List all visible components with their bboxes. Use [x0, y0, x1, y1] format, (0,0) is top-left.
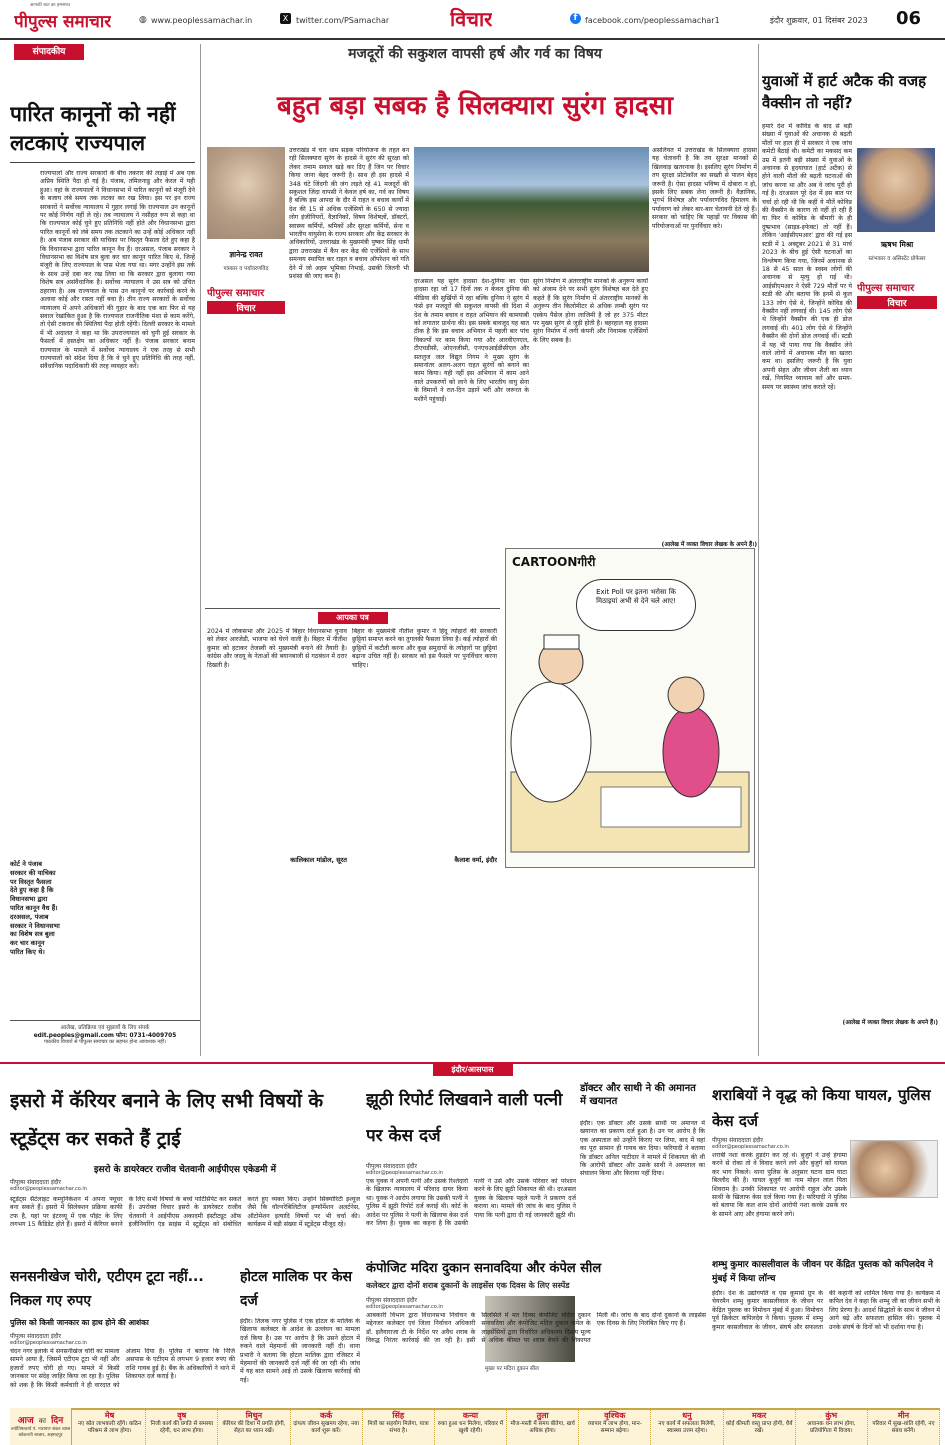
zodiac-sign-name: मकर: [752, 1411, 767, 1420]
editorial-tag: संपादकीय: [14, 44, 84, 60]
isro-byline-text: पीपुल्स संवाददाता इंदौर: [10, 1179, 62, 1186]
section-name: विचार: [450, 7, 493, 31]
zodiac-sign-6: [507, 1410, 579, 1445]
madira-subhead: कलेक्टर द्वारा दोनों शराब दुकानों के लाइसेंस एक दिवस के लिए सस्पेंड: [366, 1281, 570, 1290]
zodiac-sign-5: [435, 1410, 507, 1445]
horoscope-title-2: का: [38, 1417, 46, 1425]
atm-subhead: पुलिस को किसी जानकार का हाथ होने की आशंका: [10, 1318, 149, 1327]
editorial-footer-email[interactable]: edit.peoples@gmail.com फोन: 0731-4009705: [33, 1033, 177, 1039]
right-badge-logo: पीपुल्स समाचार: [857, 283, 915, 294]
zodiac-sign-name: वृष: [177, 1411, 187, 1420]
twitter-x-icon: X: [280, 13, 291, 24]
madira-email[interactable]: editor@peoplessamachar.co.in: [366, 1304, 443, 1310]
isro-subhead: इसरो के डायरेक्टर राजीव चेतवानी आईपीएस एकेडमी में: [94, 1165, 276, 1175]
zodiac-sign-4: [363, 1410, 435, 1445]
author-photo: [207, 147, 285, 239]
right-section-badge: [857, 280, 937, 320]
section-band-label: इंदौर/आसपास: [433, 1064, 513, 1076]
zodiac-sign-name: धनु: [682, 1411, 692, 1420]
cartoon-shopkeeper-head: [668, 677, 704, 713]
zodiac-sign-name: कुंभ: [825, 1411, 838, 1420]
zodiac-sign-name: कर्क: [319, 1411, 333, 1420]
zodiac-sign-text: परिवार में सुख-शांति रहेगी, नए संबंध बनेंगे।: [872, 1421, 935, 1435]
lead-col1: उत्तराखंड में चार धाम सड़क परियोजना के तहत बन रही सिलक्यारा सुरंग के हादसे ने सुरंग की सुरक्षा को लेकर तमाम सवाल खड़े कर दिए हैं जिन पर विचार किया जाना बेहद जरूरी है। साथ ही इस हादसे में 348 घंटे जिंदगी की जंग लड़ते रहे 41 मजदूरों की सकुशल जिंदा वापसी ने केवल हर्ष का, गर्व का विषय है बल्कि इस आपदा के दौर में राहत व बचाव कार्यों में देश की 15 से अधिक एजेंसियों के 650 से ज्यादा लोग इंजीनियरों, वैज्ञानिकों, विषय विशेषज्ञों, डॉक्टरों, स्वास्थ्य कर्मियों, श्रमिकों और सुरक्षा कर्मियों, सेना व भारतीय वायुसेना के राज्य सरकार और केंद्र सरकार के अधिकारियों, उत्तराखंड के मुख्यमंत्री पुष्कर सिंह धामी द्वारा उत्तराखंड में कैंप कर केंद्र की एजेंसियों के साथ समन्वय स्थापित कर राहत व बचाव ऑपरेशन को गति देने में जो अहम भूमिका निभाई, उसकी जितनी भी प्रशंसा की जाए कम है।: [289, 147, 409, 281]
lead-author-name: ज्ञानेन्द्र रावत: [229, 250, 263, 259]
lead-headline: बहुत बड़ा सबक है सिलक्यारा सुरंग हादसा: [276, 91, 673, 121]
patni-headline: झूठी रिपोर्ट लिखवाने वाली पत्नी पर केस दर्ज: [366, 1090, 563, 1146]
doctor-body: इंदौर। एक डॉक्टर और उसके साथी पर अमानत में खयानत का प्रकरण दर्ज हुआ है। उन पर आरोप है कि एक अस्पताल को उन्होंने किराए पर लिया, बाद में वहां का पूरा सामान ही गायब कर दिया। फरियादी ने बताया कि डॉक्टर अनिल पाटीदार ने मामले में शिकायत की थी कि आरोपी डॉक्टर और उसके साथी ने अस्पताल का संचालन किया और किराया नहीं दिया।: [580, 1120, 705, 1178]
lead-photo-tunnel: [414, 147, 649, 272]
letter-1-signature: कालिकाल मांडोल, सूरत: [290, 856, 347, 864]
isro-email[interactable]: editor@peoplessamachar.co.in: [10, 1186, 87, 1192]
right-headline: युवाओं में हार्ट अटैक की वजह वैक्सीन तो नहीं?: [762, 72, 927, 112]
madira-headline: कंपोजिट मदिरा दुकान सनावदिया और कंपेल सील: [366, 1261, 602, 1276]
right-author-role: स्तंभकार व असिस्टेंट प्रोफेसर: [868, 256, 926, 262]
cartoon-box: [505, 548, 755, 868]
atm-byline: [10, 1332, 130, 1346]
right-author-name: ऋषभ मिश्रा: [880, 240, 914, 249]
sharabi-byline-text: पीपुल्स संवाददाता इंदौर: [712, 1137, 764, 1144]
madira-byline: [366, 1296, 486, 1310]
editorial-footer-disclaimer: पाठकीय विचारों से पीपुल्स समाचार का सहमत होना आवश्यक नहीं।: [44, 1039, 166, 1045]
shambhu-headline: शम्भु कुमार कासलीवाल के जीवन पर केंद्रित पुस्तक को कपिलदेव ने मुंबई में किया लॉन्च: [712, 1260, 933, 1284]
cartoon-bubble: Exit Poll पर इतना भरोसा कि मिठाइयां अभी से देने चले आए!: [576, 579, 696, 631]
masthead: [0, 0, 945, 40]
right-badge-section: विचार: [857, 296, 937, 309]
cartoon-politician: [511, 682, 591, 802]
zodiac-sign-10: [796, 1410, 868, 1445]
cartoon-sweet-display: [601, 787, 741, 827]
zodiac-sign-name: तुला: [536, 1411, 549, 1420]
zodiac-sign-text: मौज-मस्ती में समय बीतेगा, खर्च अधिक होगा।: [510, 1421, 575, 1435]
atm-headline: सनसनीखेज चोरी, एटीएम टूटा नहीं... निकल गए रुपए: [10, 1269, 204, 1309]
shambhu-body: इंदौर। देश के उद्योगपति व एस कुमार्स ग्रुप के चेयरमैन शम्भु कुमार कासलीवाल के जीवन पर केंद्रित पुस्तक का विमोचन मुंबई में हुआ। विमोचन पूर्व क्रिकेटर कपिलदेव ने किया। पुस्तक में शम्भु कुमार कासलीवाल के जीवन, संघर्ष और सफलता की कहानी को शामिल किया गया है। कार्यक्रम में कपिल देव ने कहा कि शम्भु जी का जीवन सभी के लिए प्रेरणा है। आदर्श सिद्धांतों के साथ वे जीवन में आगे बढ़े और सफलता हासिल की। पुस्तक में उनके संघर्ष के दिनों को भी दर्शाया गया है।: [712, 1290, 940, 1331]
sharabi-illustration: [850, 1140, 938, 1198]
zodiac-row: [74, 1410, 940, 1445]
zodiac-sign-text: नए स्रोत लाभकारी रहेंगे। कठिन परिश्रम से लाभ होगा।: [78, 1421, 142, 1435]
editorial-body: राज्यपालों और राज्य सरकारों के बीच तकरार की लड़ाई में अब एक अप्रिय स्थिति पैदा हो गई है। पंजाब, तमिलनाडु और केरल में यही हुआ। वहां के राज्यपालों ने विधानसभा में पारित कानूनों को मंजूरी देने के बजाय लंबे समय तक लटका कर रख लिया। इस पर इन राज्य सरकारों ने सर्वोच्च न्यायालय में गुहार लगाई कि राज्यपाल उन कानूनों पर कोई निर्णय नहीं ले रहे। तब न्यायालय ने नसीहत रूप से कहा था कि राज्यपाल कोई चुने हुए प्रतिनिधि नहीं होते और विधानसभा द्वारा पारित कानूनों को लंबे समय तक लटकाने का उन्हें कोई अधिकार नहीं है। अब पंजाब सरकार की याचिका पर विस्तृत फैसला देते हुए कहा है कि विधानसभा द्वारा पारित कानून वैध हैं। दरअसल, पंजाब सरकार ने विधानसभा का विशेष सत्र बुला कर चार कानून पारित किए थे, जिन्हें मंजूरी के लिए राज्यपाल के पास भेजा गया था। मगर उन्होंने इस तर्क के साथ उन्हें दबा कर रख लिया था कि सरकार द्वारा बुलाया गया विशेष सत्र असंवैधानिक है। सर्वोच्च न्यायालय ने उस सत्र को उचित ठहराया है। अब राज्यपाल के पास उन कानूनों पर कार्रवाई करने के अलावा कोई और रास्ता नहीं बचा है। तीन राज्य सरकारों के सर्वोच्च न्यायालय में अपने अधिकारों की गुहार के बाद एक बार फिर से यह सवाल रेखांकित हुआ है कि राज्यपाल राजनीतिक मंशा से काम करेंगे, तो ऐसी टकराव की स्थितियां पैदा होती रहेंगी। दिल्ली सरकार के मामले में भी अदालत ने कहा था कि उपराज्यपाल को चुनी हुई सरकार के फैसलों में हस्तक्षेप का अधिकार नहीं है। पंजाब सरकार बनाम राज्यपाल के मामले में सर्वोच्च न्यायालय ने एक तरह से सभी राज्यपालों को संदेश दिया है कि वे चुने हुए प्रतिनिधि की तरह नहीं, संवैधानिक पदाधिकारी की तरह व्यवहार करें।: [40, 170, 195, 371]
letter-1: 2024 में लोकसभा और 2025 में बिहार विधानसभा चुनाव को लेकर आरजेडी, भाजपा को घेरने वाली है। बिहार में नीतीश कुमार को हटाकर तेजस्वी को मुख्यमंत्री बनाने की तैयारी है। कांग्रेस और जदयू के नेताओं की बयानबाजी से गठबंधन में दरार दिखती है।: [207, 628, 347, 669]
zodiac-sign-name: मेष: [104, 1411, 115, 1420]
zodiac-sign-text: व्यापार में लाभ होगा, मान-सम्मान बढ़ेगा।: [587, 1421, 642, 1435]
zodiac-sign-text: मित्रों का सहयोग मिलेगा, यात्रा संभव है।: [367, 1421, 429, 1435]
doctor-headline: डॉक्टर और साथी ने की अमानत में खयानत: [580, 1083, 696, 1107]
column-divider: [758, 44, 759, 1056]
patni-byline: [366, 1162, 486, 1176]
zodiac-sign-text: निजी कार्य की प्रगति से समस्या रहेगी, धन लाभ होगा।: [150, 1421, 214, 1435]
zodiac-sign-name: कन्या: [462, 1411, 479, 1420]
editorial-footer-line1: आलेख, प्रतिक्रिया एवं सुझावों के लिए संपर्क: [60, 1025, 150, 1031]
sharabi-email[interactable]: editor@peoplessamachar.co.in: [712, 1144, 789, 1150]
letter-2-signature: कैलाश वर्मा, इंदौर: [454, 856, 497, 864]
lead-badge-section: विचार: [207, 301, 285, 314]
sharabi-byline: [712, 1136, 832, 1150]
astrologer-place: कोकनती बाजार, अहमदपुर: [18, 1433, 63, 1438]
zodiac-sign-2: [218, 1410, 290, 1445]
website-link[interactable]: www.peoplessamachar.in: [151, 16, 253, 25]
zodiac-sign-text: रुका हुआ धन मिलेगा, परिवार में खुशी रहेगी।: [437, 1421, 504, 1435]
madira-caption: मुख्य पर मदिरा दुकान सील: [485, 1366, 539, 1372]
zodiac-sign-11: [868, 1410, 940, 1445]
isro-body: स्टूडेंट्स सैटेलाइट कम्युनिकेशन में अपना फ्यूचर बना सकते हैं। इसरो में सिलेक्शन प्रक्रिया काफी टफ है, यहां पर इंटरव्यू में एक पॉइंट के लिए लगभग 15 कैंडिडेट होते हैं। इसरो में कॅरियर बनाने के लिए सभी विषयों के बच्चे पार्टिसिपेट कर सकते हैं। उपरोक्त विचार इसरो के डायरेक्टर राजीव चेतवानी ने आईपीएस अकादमी इंस्टीट्यूट ऑफ इंजीनियरिंग एंड साइंस में स्टूडेंट्स को संबोधित करते हुए व्यक्त किए। उन्होंने सिक्योरिटी इश्यूज जैसे कि वॉल्नरेबिलिटीज इन्फॉर्मेशन अलर्टनेस, ऑटोमेशन इत्यादि विषयों पर भी चर्चा की। कार्यक्रम में बड़ी संख्या में स्टूडेंट्स मौजूद रहे।: [10, 1196, 360, 1229]
patni-email[interactable]: editor@peoplessamachar.co.in: [366, 1170, 443, 1176]
issue-date: इंदौर शुक्रवार, 01 दिसंबर 2023: [770, 16, 868, 25]
zodiac-sign-3: [291, 1410, 363, 1445]
zodiac-sign-text: दांपत्य जीवन सुखमय रहेगा, नया कार्य शुरू करें।: [293, 1421, 359, 1435]
zodiac-sign-8: [651, 1410, 723, 1445]
right-note: (आलेख में व्यक्त विचार लेखक के अपने हैं।): [842, 1020, 938, 1026]
zodiac-sign-1: [146, 1410, 218, 1445]
lead-badge-logo: पीपुल्स समाचार: [207, 288, 265, 299]
zodiac-sign-name: मिथुन: [245, 1411, 263, 1420]
lead-col2: दरअसल यह सुरंग हादसा देश-दुनिया का ऐसा हादसा रहा जो 17 दिनों तक न केवल दुनिया की मीडिया की सुर्खियों में रहा बल्कि दुनिया ने सुरंग में फंसे इन मजदूरों की सकुशल वापसी की दिशा में देश के तमाम बचाव व राहत अभियान की कामयाबी को लगातार प्रार्थना की। इस सबके बावजूद यह बात ठीक है कि इस बचाव अभियान में पहली बार पांच विकल्पों पर काम किया गया और आरवीएनएल, टीएचडीसी, ओएनजीसी, एनएचआईडीसीएल और सतलुज जल विद्युत निगम ने मुख्य सुरंग के समानांतर अलग-अलग राहत सुरंगों को बनाने का काम किया। यही नहीं इस अभियान में काम आने वाले उपकरणों को लाने के लिए भारतीय वायु सेना के विमानों ने रात-दिन उड़ानें भरीं और जरूरत के मशीनें पहुंचाईं।: [414, 278, 529, 403]
madira-byline-text: पीपुल्स संवाददाता इंदौर: [366, 1297, 418, 1304]
cartoon-shopkeeper: [663, 707, 719, 797]
cartoon-cap: [544, 635, 579, 649]
zodiac-sign-name: वृश्चिक: [604, 1411, 626, 1420]
madira-body: आबकारी विभाग द्वारा विधानसभा निर्वाचन के मद्देनजर कलेक्टर एवं जिला निर्वाचन अधिकारी डॉ. इलैयाराजा टी के निर्देश पर अवैध शराब के विरुद्ध निरंतर कार्रवाई की जा रही है। इसी सिलसिले में मत दिवस कंपोजिट मदिरा दुकान सनावदिया और कंपोजिट मदिरा दुकान कंपेल के लाइसेंसियों द्वारा निर्धारित अधिकतम विक्रय मूल्य से अधिक कीमत पर शराब बेचने की शिकायत मिली थी। जांच के बाद दोनों दुकानों के लाइसेंस एक दिवस के लिए निलंबित किए गए हैं।: [366, 1312, 706, 1345]
zodiac-sign-0: [74, 1410, 146, 1445]
column-divider: [200, 44, 201, 1056]
editorial-footer: [10, 1020, 200, 1056]
patni-body: एक युवक ने अपनी पत्नी और उसके रिश्तेदारों के खिलाफ न्यायालय में परिवाद दायर किया था। युवक ने आरोप लगाया कि उसकी पत्नी ने पुलिस में झूठी रिपोर्ट दर्ज कराई थी। कोर्ट के आदेश पर पुलिस ने पत्नी के खिलाफ केस दर्ज कर लिया है। युवक का कहना है कि उसकी पत्नी ने उसे और उसके परिवार को परेशान करने के लिए झूठी शिकायत की थी। दरअसल युवक के खिलाफ पहले पत्नी ने प्रकरण दर्ज कराया था। मामले की जांच के बाद पुलिस ने पाया कि पत्नी द्वारा दी गई जानकारी झूठी थी।: [366, 1178, 576, 1228]
hotel-body: इंदौर। तिलक नगर पुलिस ने एक होटल के मालिक के खिलाफ कलेक्टर के आदेश के उल्लंघन का मामला दर्ज किया है। उस पर आरोप है कि उसने होटल में रुकने वाले मेहमानों की जानकारी नहीं दी। थाना प्रभारी ने बताया कि होटल मालिक द्वारा रजिस्टर में मेहमानों की जानकारी दर्ज नहीं की जा रही थी। जांच में यह बात सामने आई तो उसके खिलाफ कार्रवाई की गई।: [240, 1318, 360, 1384]
lead-author-role: पत्रकार व पर्यावरणविद: [223, 266, 269, 272]
masthead-logo: पीपुल्स समाचार: [14, 12, 112, 32]
masthead-logo-sub: आपकी बात का हमसफर: [30, 3, 71, 8]
letter-2: बिहार के मुख्यमंत्री नीतीश कुमार ने हिंदू त्योहारों की सरकारी छुट्टियां समाप्त करने का तुगलकी फैसला लिया है। कई त्योहारों की छुट्टियों में कटौती करना और कुछ समुदायों के त्योहारों पर छुट्टियां बढ़ाना उचित नहीं है। सरकार को इस फैसले पर पुनर्विचार करना चाहिए।: [352, 628, 497, 669]
zodiac-sign-9: [724, 1410, 796, 1445]
horoscope-title-3: दिन: [51, 1416, 64, 1426]
letters-title: आपका पत्र: [318, 612, 388, 624]
lead-kicker: मजदूरों की सकुशल वापसी हर्ष और गर्व का विषय: [348, 46, 602, 62]
zodiac-sign-text: नए कार्य में सफलता मिलेगी, स्वास्थ्य उत्तम रहेगा।: [658, 1421, 716, 1435]
section-band: [0, 1062, 945, 1076]
isro-headline: इसरो में कॅरियर बनाने के लिए सभी विषयों के स्टूडेंट्स कर सकते हैं ट्राई: [10, 1090, 324, 1150]
atm-email[interactable]: editor@peoplessamachar.co.in: [10, 1340, 87, 1346]
atm-body: चंदन नगर इलाके में सनसनीखेज चोरी का मामला सामने आया है, जिसमें एटीएम टूटा भी नहीं और हजारों रुपए चोरी हो गए। मामले में किसी जानकार पर संदेह जाहिर किया जा रहा है। पुलिस को शक है कि किसी कर्मचारी ने ही वारदात को अंजाम दिया है। पुलिस ने बताया कि निजि असपास के एटीएम से लगभग 9 हजार रुपए की राशि गायब हुई है। बैंक के अधिकारियों ने थाने में शिकायत दर्ज कराई है।: [10, 1348, 235, 1389]
zodiac-sign-text: कॅरियर की दिशा में प्रगति होगी, सेहत का ध्यान रखें।: [222, 1421, 286, 1435]
editorial-pullquote: कोर्ट ने पंजाब सरकार की याचिका पर विस्तृत फैसला देते हुए कहा है कि विधानसभा द्वारा पारित कानून वैध हैं। दरअसल, पंजाब सरकार ने विधानसभा का विशेष सत्र बुला कर चार कानून पारित किए थे।: [10, 860, 60, 956]
cartoon-title: CARTOONगीरी: [512, 555, 596, 569]
lead-section-badge: [207, 285, 285, 325]
sharabi-headline: शराबियों ने वृद्ध को किया घायल, पुलिस केस दर्ज: [712, 1086, 931, 1130]
twitter-link[interactable]: twitter.com/PSamachar: [296, 16, 390, 25]
sharabi-body: शराबी नशा करके हुड़दंग कर रहे थे। बुजुर्ग ने उन्हें हंगामा करने से रोका तो वे विवाद करने लगे और बुजुर्ग को घायल कर भाग निकले। थाना पुलिस के अनुसार घटना ग्राम घाटा बिल्लौद की है। घायल बुजुर्ग का नाम मोहन लाल पिता शिवराम है। उनकी शिकायत पर आरोपी राहुल और उसके साथी के खिलाफ केस दर्ज किया गया है। फरियादी ने पुलिस को बताया कि कल शाम दोनों आरोपी नशा करके उसके घर के सामने आए और हंगामा करने लगे।: [712, 1152, 847, 1218]
astrologer-name: ज्योतिषाचार्य पं. नारायण शंकर व्यास: [10, 1427, 71, 1432]
horoscope-title-box: [10, 1408, 72, 1445]
zodiac-sign-name: सिंह: [392, 1411, 405, 1420]
facebook-icon: f: [570, 13, 581, 24]
lead-col4: असलियत में उत्तराखंड के सिलक्यारा हादसा यह चेतावनी है कि तय सुरक्षा मानकों से खिलवाड़ खतरनाक है। इसलिए सुरंग निर्माण में तय सुरक्षा प्रोटोकॉल का सख्ती से पालन बेहद जरूरी है। ऐसा हादसा भविष्य में दोबारा न हो, इसके लिए सबक लेना जरूरी है। वैज्ञानिक, भूगर्भ विशेषज्ञ और पर्यावरणविद हिमालय के पर्यावरण को लेकर बार-बार चेतावनी देते रहे हैं। सरकार को चाहिए कि पहाड़ों पर विकास की परियोजनाओं पर पुनर्विचार करे।: [652, 147, 757, 230]
right-body-a: हमारे देश में कोविड के बाद से बड़ी संख्या में युवाओं की अचानक से बढ़ती मौतों पर हाल ही में सरकार ने एक जांच कमेटी बैठाई थी। कमेटी का मकसद कम उम्र में इतनी बड़ी संख्या में युवाओं के अचानक से हृदयाघात (हार्ट अटैक) से होने वाली मौतों की बढ़ती घटनाओं की जांच करना था और अब वे जांच पूरी हो गई है। दरअसल पूरे देश में इस बात पर चर्चा हो रही थी कि कहीं ये मौतें कोविड की वैक्सीन के कारण तो नहीं हो रही हैं या फिर ये कोविड के बीमारी के ही दुष्प्रभाव (साइड-इफेक्ट) तो नहीं हैं। लेकिन 'आईसीएमआर' द्वारा की गई इस स्टडी में 1 अक्टूबर 2021 से 31 मार्च 2023 के बीच हुई ऐसी घटनाओं का विश्लेषण किया गया, जिनमें अचानक से 18 से 45 साल के स्वस्थ लोगों की अचानक से मृत्यु हो गई थी। आईसीएमआर ने ऐसी 729 मौतों पर ये स्टडी की और बताया कि इनमें से कुल 133 लोग ऐसे थे, जिन्होंने कोविड की वैक्सीन नहीं लगवाई थी। 145 लोग ऐसे थे जिन्होंने वैक्सीन की एक ही डोज लगवाई थी। 401 लोग ऐसे थे जिन्होंने वैक्सीन की दोनों डोज लगवाई थीं। स्टडी में यह भी पाया गया कि वैक्सीन लेने वाले लोगों में अचानक मौत का खतरा कम था। इसलिए जरूरी है कि युवा अपनी सेहत और जीवन शैली का ध्यान रखें, नियमित व्यायाम करें और समय-समय पर स्वास्थ्य जांच कराते रहें।: [762, 123, 852, 391]
zodiac-sign-text: अचानक धन लाभ होगा, प्रतियोगिता में विजय।: [807, 1421, 856, 1435]
lead-col4-note: (आलेख में व्यक्त विचार लेखक के अपने हैं।): [661, 542, 757, 548]
zodiac-sign-name: मीन: [897, 1411, 910, 1420]
editorial-headline: पारित कानूनों को नहीं लटकाएं राज्यपाल: [10, 102, 176, 155]
facebook-link[interactable]: facebook.com/peoplessamachar1: [585, 16, 720, 25]
zodiac-sign-text: कोई कीमती वस्तु प्राप्त होगी, धैर्य रखें।: [725, 1421, 793, 1435]
patni-byline-text: पीपुल्स संवाददाता इंदौर: [366, 1163, 418, 1170]
page-number: 06: [896, 8, 922, 29]
hotel-headline: होटल मालिक पर केस दर्ज: [240, 1269, 352, 1309]
editorial-rule: [10, 162, 195, 163]
right-author-photo: [857, 148, 935, 232]
atm-byline-text: पीपुल्स संवाददाता इंदौर: [10, 1333, 62, 1340]
isro-byline: [10, 1178, 130, 1192]
globe-icon: ◍: [139, 15, 147, 25]
lead-col3: सुरंग निर्माण में अंतरराष्ट्रीय मानकों के अनुरूप कार्यों को अंजाम देने पर सभी सुरंग विशेषज्ञ बल देते हुए कहते हैं कि सुरंग निर्माण में अंतरराष्ट्रीय मानकों के अनुरूप तीन किलोमीटर से अधिक लम्बी सुरंग पर एस्केप पैसेज होना लाजिमी है जो हर 375 मीटर पर मुख्य सुरंग से जुड़ी होती है। बहरहाल यह हादसा सुरंग निर्माण में लगी कंपनी और नियामक एजेंसियों के लिए सबक है।: [533, 278, 648, 344]
zodiac-sign-7: [579, 1410, 651, 1445]
horoscope-title-1: आज: [17, 1416, 34, 1426]
